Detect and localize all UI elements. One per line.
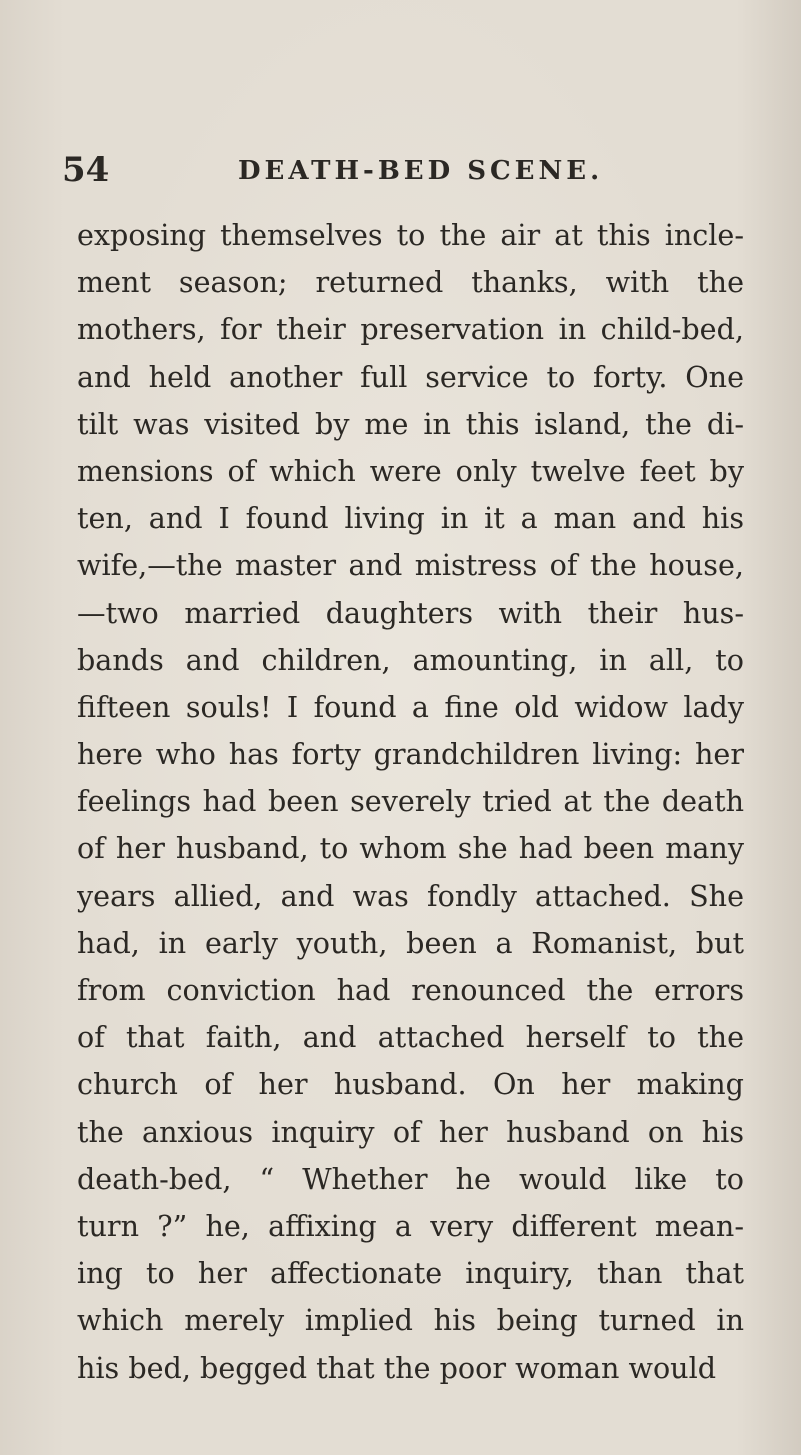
text-line: his bed, begged that the poor woman would: [77, 1350, 717, 1385]
text-line: mensions of which were only twelve feet by: [77, 453, 744, 488]
text-line: years allied, and was fondly attached. She: [77, 878, 744, 913]
page-number: 54: [62, 150, 110, 190]
text-line: of that faith, and attached herself to the: [77, 1020, 744, 1055]
page-header: [62, 150, 742, 190]
text-line: here who has forty grandchildren living: her: [77, 737, 744, 772]
text-line: of her husband, to whom she had been many: [77, 831, 744, 866]
text-line: had, in early youth, been a Romanist, but: [77, 925, 744, 960]
text-line: feelings had been severely tried at the death: [77, 784, 744, 819]
text-line: death-bed, “ Whether he would like to: [77, 1161, 744, 1196]
text-line: which merely implied his being turned in: [77, 1303, 744, 1338]
text-line: exposing themselves to the air at this incle-: [77, 218, 744, 252]
text-line: church of her husband. On her making: [77, 1067, 744, 1102]
text-line: from conviction had renounced the errors: [77, 973, 744, 1007]
text-line: ment season; returned thanks, with the: [77, 265, 744, 300]
text-line: fifteen souls! I found a fine old widow lady: [77, 689, 744, 724]
text-line: —two married daughters with their hus-: [77, 595, 744, 630]
text-line: ing to her affectionate inquiry, than that: [77, 1256, 744, 1291]
text-line: ten, and I found living in it a man and his: [77, 501, 744, 536]
text-line: and held another full service to forty. One: [77, 359, 744, 394]
text-line: the anxious inquiry of her husband on his: [77, 1114, 744, 1149]
text-line: tilt was visited by me in this island, the di-: [77, 406, 744, 441]
text-line: bands and children, amounting, in all, to: [77, 642, 744, 677]
running-head: DEATH-BED SCENE.: [238, 156, 604, 186]
body-text: [77, 212, 744, 1392]
text-line: turn ?” he, affixing a very different mean-: [77, 1208, 744, 1243]
text-line: wife,—the master and mistress of the house,: [77, 548, 744, 583]
text-line: mothers, for their preservation in child-bed,: [77, 312, 744, 347]
